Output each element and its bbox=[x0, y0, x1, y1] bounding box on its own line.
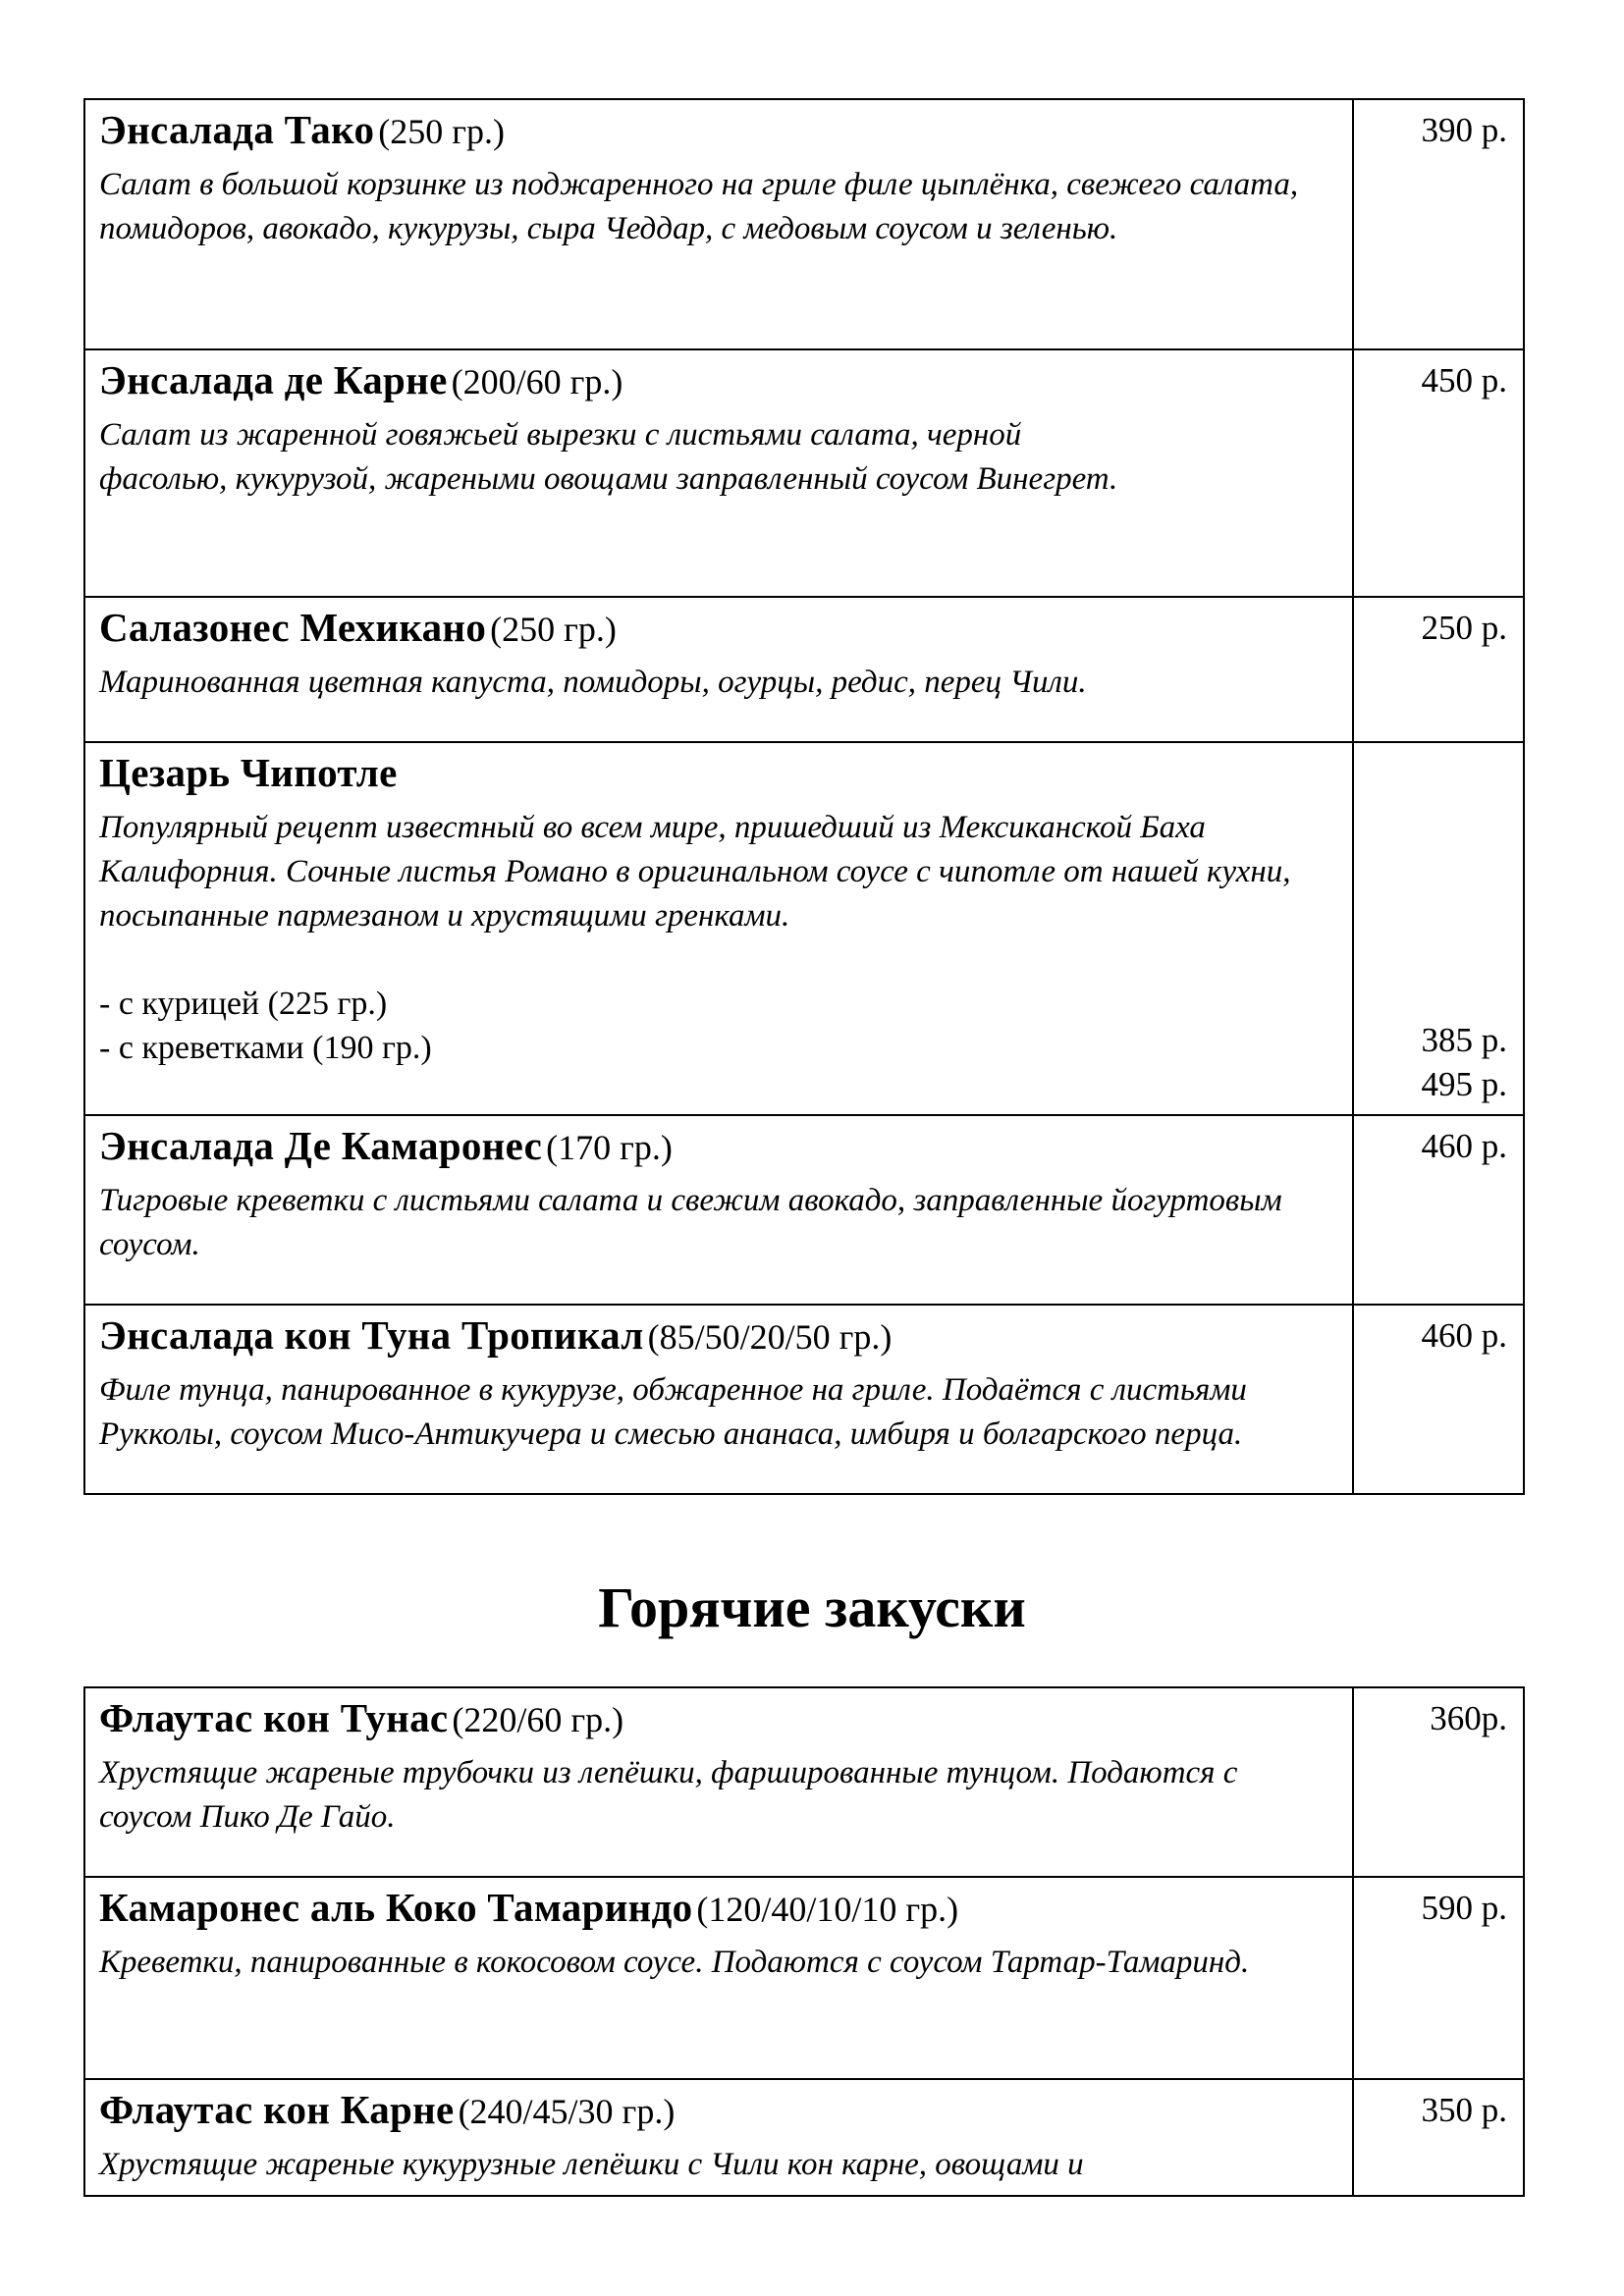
dish-cell bbox=[84, 1687, 1353, 1877]
variant-list bbox=[99, 982, 1338, 1070]
dish-name: Энсалада Тако bbox=[99, 107, 375, 152]
dish-name: Энсалада кон Туна Тропикал bbox=[99, 1312, 644, 1358]
menu-row bbox=[84, 1305, 1524, 1494]
dish-name: Камаронес аль Коко Тамариндо bbox=[99, 1885, 693, 1930]
dish-weight: (85/50/20/50 гр.) bbox=[647, 1317, 893, 1357]
price-cell bbox=[1353, 99, 1524, 349]
menu-row bbox=[84, 349, 1524, 597]
dish-cell bbox=[84, 742, 1353, 1115]
menu-row bbox=[84, 1877, 1524, 2079]
dish-weight: (240/45/30 гр.) bbox=[458, 2092, 676, 2131]
dish-name: Флаутас кон Карне bbox=[99, 2087, 455, 2132]
variant-price: 385 р. bbox=[1421, 1021, 1507, 1059]
price-cell bbox=[1353, 742, 1524, 1115]
dish-cell bbox=[84, 99, 1353, 349]
variant-label: - с креветками (190 гр.) bbox=[99, 1030, 432, 1066]
dish-description: Популярный рецепт известный во всем мире, пришедший из Мексиканской Баха Калифорния. Сочные листья Романо в оригинальном соусе с чипотле от нашей кухни, посыпанные пармезаном и хрустящими гренками. bbox=[99, 810, 1291, 934]
menu-row bbox=[84, 1115, 1524, 1305]
dish-name: Цезарь Чипотле bbox=[99, 750, 398, 795]
dish-cell bbox=[84, 1877, 1353, 2079]
price-cell bbox=[1353, 2079, 1524, 2196]
dish-weight: (200/60 гр.) bbox=[451, 362, 623, 401]
dish-price: 360р. bbox=[1430, 1699, 1507, 1737]
price-cell bbox=[1353, 597, 1524, 742]
price-cell bbox=[1353, 349, 1524, 597]
variant-label: - с курицей (225 гр.) bbox=[99, 986, 388, 1022]
dish-price: 590 р. bbox=[1421, 1889, 1507, 1927]
dish-description: Хрустящие жареные кукурузные лепёшки с Чили кон карне, овощами и bbox=[99, 2147, 1084, 2182]
dish-description: Хрустящие жареные трубочки из лепёшки, фаршированные тунцом. Подаются с соусом Пико Де Гайо. bbox=[99, 1755, 1238, 1835]
hot-appetizers-menu-table bbox=[83, 1686, 1525, 2197]
dish-price: 450 р. bbox=[1421, 361, 1507, 400]
menu-row bbox=[84, 99, 1524, 349]
dish-description: Тигровые креветки с листьями салата и свежим авокадо, заправленные йогуртовым соусом. bbox=[99, 1183, 1282, 1262]
dish-price: 350 р. bbox=[1421, 2091, 1507, 2129]
dish-weight: (170 гр.) bbox=[546, 1128, 673, 1167]
dish-description: Филе тунца, панированное в кукурузе, обжаренное на гриле. Подаётся с листьями Рукколы, соусом Мисо-Антикучера и смесью ананаса, имбиря и болгарского перца. bbox=[99, 1372, 1247, 1452]
menu-row bbox=[84, 1687, 1524, 1877]
dish-cell bbox=[84, 597, 1353, 742]
menu-row bbox=[84, 742, 1524, 1115]
dish-weight: (120/40/10/10 гр.) bbox=[696, 1890, 959, 1929]
dish-name: Салазонес Мехикано bbox=[99, 605, 487, 650]
menu-row bbox=[84, 597, 1524, 742]
salads-menu-table bbox=[83, 98, 1525, 1495]
dish-price: 460 р. bbox=[1421, 1127, 1507, 1165]
price-cell bbox=[1353, 1115, 1524, 1305]
dish-weight: (250 гр.) bbox=[490, 610, 617, 649]
dish-price: 390 р. bbox=[1421, 111, 1507, 149]
section-title: Горячие закуски bbox=[598, 1575, 1026, 1639]
price-cell bbox=[1353, 1687, 1524, 1877]
price-cell bbox=[1353, 1877, 1524, 2079]
dish-weight: (220/60 гр.) bbox=[452, 1700, 624, 1739]
dish-description: Салат из жаренной говяжьей вырезки с листьями салата, черной фасолью, кукурузой, жареными овощами заправленный соусом Винегрет. bbox=[99, 417, 1118, 497]
dish-cell bbox=[84, 2079, 1353, 2196]
variant-price: 495 р. bbox=[1421, 1065, 1507, 1103]
dish-description: Салат в большой корзинке из поджаренного на гриле филе цыплёнка, свежего салата, помидоров, авокадо, кукурузы, сыра Чеддар, с медовым соусом и зеленью. bbox=[99, 167, 1299, 246]
dish-cell bbox=[84, 349, 1353, 597]
dish-cell bbox=[84, 1305, 1353, 1494]
dish-price: 460 р. bbox=[1421, 1316, 1507, 1355]
dish-name: Энсалада де Карне bbox=[99, 357, 448, 402]
dish-price: 250 р. bbox=[1421, 609, 1507, 647]
dish-weight: (250 гр.) bbox=[378, 112, 506, 151]
dish-description: Креветки, панированные в кокосовом соусе. Подаются с соусом Тартар-Тамаринд. bbox=[99, 1945, 1250, 1980]
dish-name: Энсалада Де Камаронес bbox=[99, 1123, 543, 1168]
price-cell bbox=[1353, 1305, 1524, 1494]
dish-cell bbox=[84, 1115, 1353, 1305]
dish-name: Флаутас кон Тунас bbox=[99, 1695, 449, 1740]
menu-row bbox=[84, 2079, 1524, 2196]
dish-description: Маринованная цветная капуста, помидоры, огурцы, редис, перец Чили. bbox=[99, 665, 1087, 700]
